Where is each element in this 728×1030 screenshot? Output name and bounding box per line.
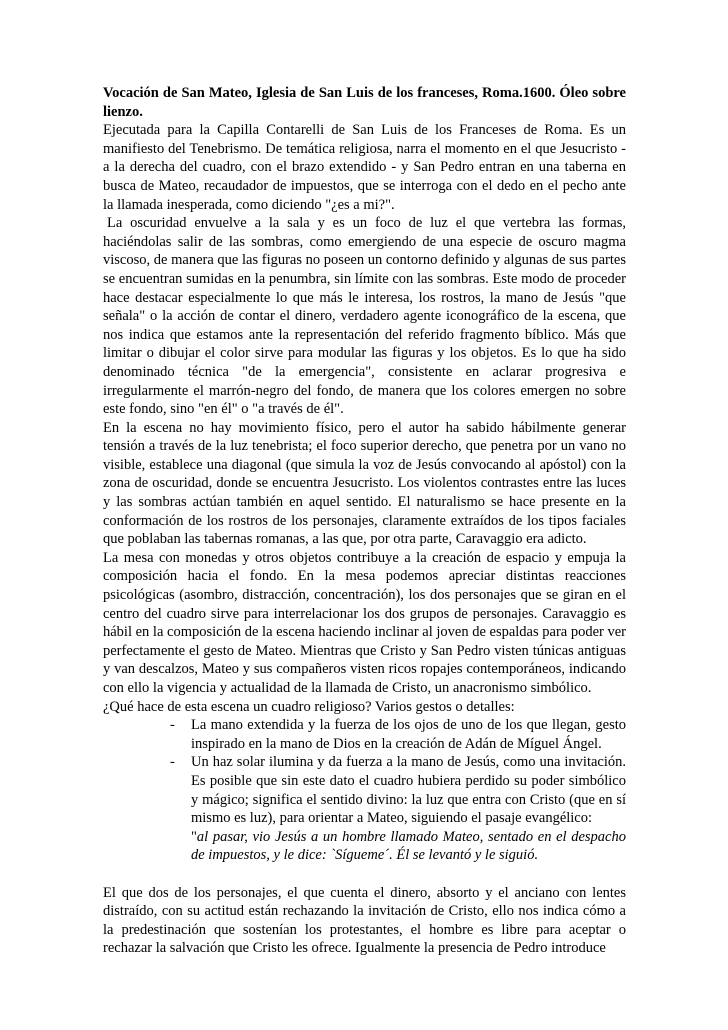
document-page <box>103 84 626 958</box>
gospel-quote <box>103 828 626 865</box>
paragraph-2: La oscuridad envuelve a la sala y es un foco de luz el que vertebra las formas, haciéndolas salir de las sombras, como emergiendo de una especie de oscuro magma viscoso, de manera que las figuras no poseen un contorno definido y algunas de sus partes se encuentran sumidas en la penumbra, sin límite con las sombras. Este modo de proceder hace destacar especialmente lo que más le interesa, los rostros, la mano de Jesús "que señala" o la acción de contar el dinero, verdadero agente iconográfico de la escena, que nos indica que estamos ante la representación del referido fragmento bíblico. Más que limitar o dibujar el color sirve para modular las figuras y los objetos. Es lo que ha sido denominado técnica "de la emergencia", consistente en aclarar progresiva e irregularmente el marrón-negro del fondo, de manera que los colores emergen no sobre este fondo, sino "en él" o "a través de él". <box>103 215 626 418</box>
paragraph-1: Ejecutada para la Capilla Contarelli de San Luis de los Franceses de Roma. Es un manifiesto del Tenebrismo. De temática religiosa, narra el momento en el que Jesucristo - a la derecha del cuadro, con el brazo extendido - y San Pedro entran en una taberna en busca de Mateo, recaudador de impuestos, que se interroga con el dedo en el pecho ante la llamada inesperada, como diciendo "¿es a mi?". <box>103 122 626 213</box>
list-marker: - <box>170 754 175 771</box>
list-item-text: Un haz solar ilumina y da fuerza a la mano de Jesús, como una invitación. Es posible que sin este dato el cuadro hubiera perdido su poder simbólico y mágico; significa el sentido divino: la luz que entra con Cristo (que en sí mismo es luz), para orientar a Mateo, siguiendo el pasaje evangélico: <box>191 754 626 827</box>
paragraph-4: La mesa con monedas y otros objetos contribuye a la creación de espacio y empuja la composición hacia el fondo. En la mesa podemos apreciar distintas reacciones psicológicas (asombro, distracción, concentración), los dos personajes que se giran en el centro del cuadro sirve para interrelacionar los dos grupos de personajes. Caravaggio es hábil en la composición de la escena haciendo inclinar al joven de espaldas para poder ver perfectamente el gesto de Mateo. Mientras que Cristo y San Pedro visten túnicas antiguas y van descalzos, Mateo y sus compañeros visten ricos ropajes contemporáneos, indicando con ello la vigencia y actualidad de la llamada de Cristo, un anacronismo simbólico. <box>103 549 626 696</box>
list-item <box>103 716 626 753</box>
document-title: Vocación de San Mateo, Iglesia de San Luis de los franceses, Roma.1600. Óleo sobre lienzo. <box>103 85 626 120</box>
list-marker: - <box>170 717 175 734</box>
list-item <box>103 753 626 827</box>
quote-mark: " <box>191 828 197 845</box>
quote-text: al pasar, vio Jesús a un hombre llamado Mateo, sentado en el despacho de impuestos, y le dice: `Sígueme´. Él se levantó y le siguió. <box>191 828 626 864</box>
paragraph-5: ¿Qué hace de esta escena un cuadro religioso? Varios gestos o detalles: <box>103 698 515 715</box>
final-paragraph: El que dos de los personajes, el que cuenta el dinero, absorto y el anciano con lentes distraído, con su actitud están rechazando la invitación de Cristo, ello nos indica cómo a la predestinación que sostenían los protestantes, el hombre es libre para aceptar o rechazar la salvación que Cristo les ofrece. Igualmente la presencia de Pedro introduce <box>103 884 626 957</box>
list-item-text: La mano extendida y la fuerza de los ojos de uno de los que llegan, gesto inspirado en la mano de Dios en la creación de Adán de Míguel Ángel. <box>191 717 626 752</box>
detail-list <box>103 716 626 828</box>
paragraph-3: En la escena no hay movimiento físico, pero el autor ha sabido hábilmente generar tensión a través de la luz tenebrista; el foco superior derecho, que penetra por un vano no visible, establece una diagonal (que simula la voz de Jesús convocando al apóstol) con la zona de oscuridad, donde se encuentra Jesucristo. Los violentos contrastes entre las luces y las sombras actúan también en aquel sentido. El naturalismo se hace presente en la conformación de los rostros de los personajes, claramente extraídos de los tipos faciales que poblaban las tabernas romanas, a las que, por otra parte, Caravaggio era adicto. <box>103 419 626 548</box>
blank-line <box>103 865 626 884</box>
